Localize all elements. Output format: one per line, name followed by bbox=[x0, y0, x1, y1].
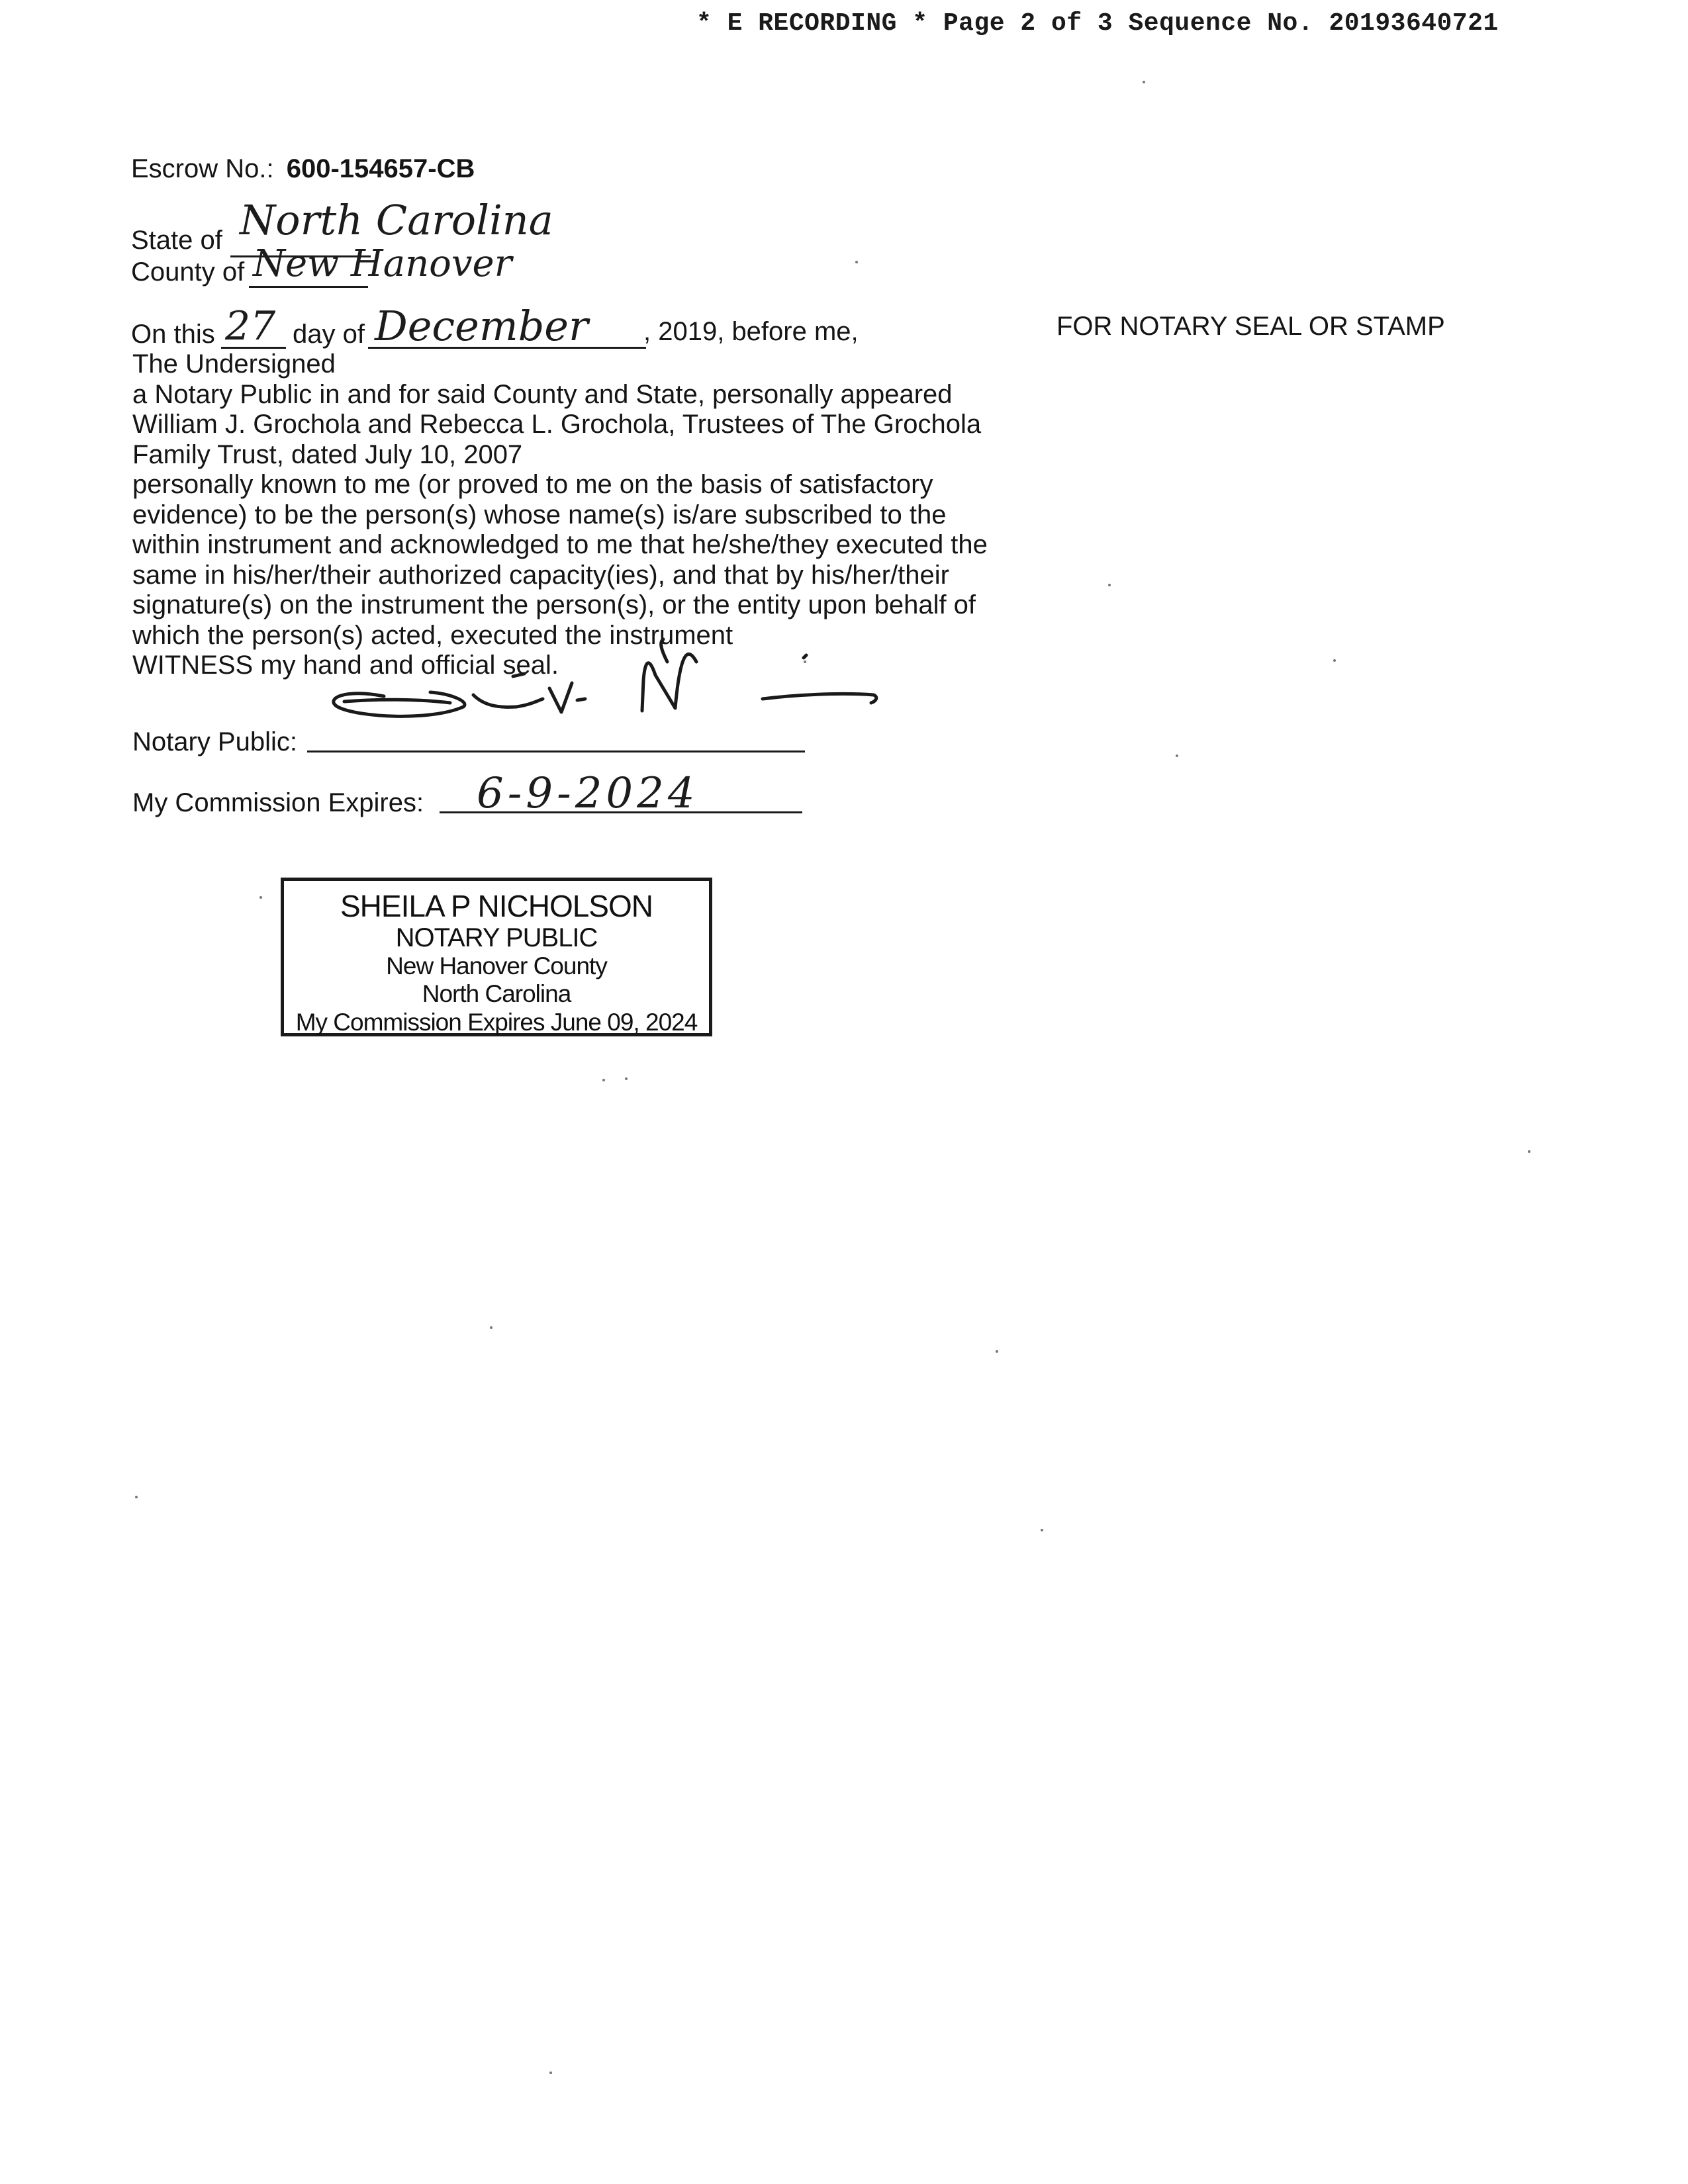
scan-speck bbox=[490, 1326, 492, 1329]
scan-speck bbox=[549, 2071, 552, 2074]
day-of-label: day of bbox=[293, 320, 365, 349]
scan-speck bbox=[1041, 1529, 1043, 1531]
notary-signature bbox=[318, 635, 900, 768]
stamp-county: New Hanover County bbox=[386, 952, 607, 979]
state-label: State of bbox=[131, 226, 222, 255]
ack-line: Family Trust, dated July 10, 2007 bbox=[132, 439, 523, 469]
scan-speck bbox=[996, 1350, 998, 1353]
ack-line: evidence) to be the person(s) whose name(s) is/are subscribed to the bbox=[132, 500, 947, 529]
county-label: County of bbox=[131, 257, 245, 287]
ack-line: same in his/her/their authorized capacity(ies), and that by his/her/their bbox=[132, 560, 949, 590]
scan-speck bbox=[1143, 81, 1145, 83]
scan-speck bbox=[135, 1496, 138, 1498]
day-handwritten-value: 27 bbox=[225, 303, 276, 349]
ack-line: WITNESS my hand and official seal. bbox=[132, 651, 559, 680]
month-handwritten-value: December bbox=[375, 302, 588, 350]
ack-line: a Notary Public in and for said County and State, personally appeared bbox=[132, 379, 953, 409]
stamp-state: North Carolina bbox=[422, 980, 571, 1007]
year-suffix: , 2019, before me, bbox=[643, 317, 859, 346]
notary-stamp bbox=[281, 878, 712, 1036]
scan-speck bbox=[259, 896, 262, 899]
scan-speck bbox=[855, 261, 858, 263]
notary-seal-label: FOR NOTARY SEAL OR STAMP bbox=[1056, 312, 1445, 341]
recording-header: * E RECORDING * Page 2 of 3 Sequence No. 20193640721 bbox=[696, 9, 1499, 38]
scan-speck bbox=[625, 1077, 628, 1080]
stamp-name: SHEILA P NICHOLSON bbox=[340, 889, 653, 923]
escrow-number: 600-154657-CB bbox=[286, 154, 475, 183]
ack-line: within instrument and acknowledged to me that he/she/they executed the bbox=[132, 530, 988, 559]
commission-handwritten-value: 6-9-2024 bbox=[477, 769, 699, 818]
county-underline bbox=[249, 286, 368, 288]
commission-underline bbox=[440, 811, 802, 813]
ack-line: which the person(s) acted, executed the instrument bbox=[132, 620, 733, 650]
day-underline bbox=[221, 347, 286, 349]
scan-speck bbox=[1108, 584, 1111, 586]
county-handwritten-value: New Hanover bbox=[253, 242, 512, 285]
on-this-label: On this bbox=[131, 320, 215, 349]
escrow-label: Escrow No.: bbox=[131, 154, 274, 183]
ack-line: The Undersigned bbox=[132, 349, 336, 379]
scan-speck bbox=[602, 1079, 605, 1081]
ack-line: William J. Grochola and Rebecca L. Grochola, Trustees of The Grochola bbox=[132, 410, 982, 439]
state-handwritten-value: North Carolina bbox=[240, 196, 553, 244]
commission-label: My Commission Expires: bbox=[132, 788, 424, 817]
scan-speck bbox=[804, 660, 806, 663]
ack-line: personally known to me (or proved to me on the basis of satisfactory bbox=[132, 470, 933, 499]
stamp-expires: My Commission Expires June 09, 2024 bbox=[295, 1009, 698, 1036]
acknowledgment-text bbox=[132, 349, 988, 681]
scan-speck bbox=[1333, 659, 1336, 662]
escrow-line bbox=[131, 154, 475, 185]
scan-speck bbox=[1528, 1150, 1530, 1153]
month-underline bbox=[368, 347, 646, 349]
ack-line: signature(s) on the instrument the person(s), or the entity upon behalf of bbox=[132, 590, 976, 619]
scan-speck bbox=[1176, 754, 1178, 757]
stamp-title: NOTARY PUBLIC bbox=[395, 923, 598, 952]
notary-public-label: Notary Public: bbox=[132, 727, 297, 756]
